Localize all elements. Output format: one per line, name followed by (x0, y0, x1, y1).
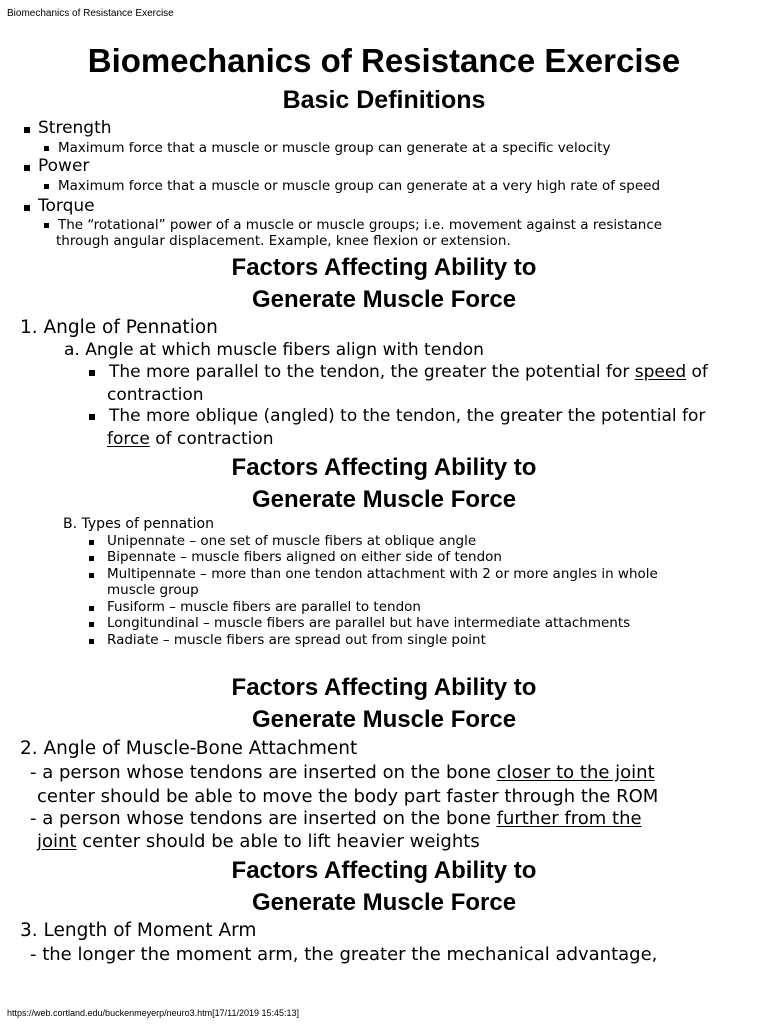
definition-torque-line2: through angular displacement. Example, knee flexion or extension. (56, 233, 511, 249)
factors-title-line2: Generate Muscle Force (251, 286, 517, 313)
underlined-force: force (107, 429, 150, 449)
footer-url: https://web.cortland.edu/buckenmeyerp/neuro3.htm[17/11/2019 15:45:13] (7, 1008, 300, 1018)
square-bullet-icon (44, 223, 49, 228)
factors-title-line2: Generate Muscle Force (251, 706, 517, 733)
bullet-parallel-line2: contraction (107, 385, 204, 405)
factors-title-line1: Factors Affecting Ability to (231, 857, 537, 884)
term-torque: Torque (38, 196, 95, 216)
bullet-oblique-line1: The more oblique (angled) to the tendon, the greater the potential for (109, 406, 706, 426)
square-bullet-icon (24, 205, 30, 211)
factors-title-line1: Factors Affecting Ability to (231, 454, 537, 481)
slide-subtitle: Basic Definitions (282, 86, 486, 114)
square-bullet-icon (89, 606, 94, 611)
square-bullet-icon (24, 165, 30, 171)
list-item: Unipennate – one set of muscle fibers at oblique angle (107, 533, 477, 549)
list-item: Multipennate – more than one tendon attachment with 2 or more angles in whole (107, 566, 658, 582)
body-line: joint center should be able to lift heavier weights (37, 831, 480, 852)
square-bullet-icon (24, 127, 30, 133)
underlined-speed: speed (634, 362, 687, 382)
body-line: - a person whose tendons are inserted on the bone closer to the joint (30, 762, 655, 783)
body-line: - the longer the moment arm, the greater the mechanical advantage, (30, 944, 658, 965)
square-bullet-icon (89, 414, 95, 420)
square-bullet-icon (44, 184, 49, 189)
definition-torque-line1: The “rotational” power of a muscle or muscle groups; i.e. movement against a resistance (58, 217, 663, 233)
section-heading-angle-of-pennation: 1. Angle of Pennation (20, 317, 218, 338)
section-heading-moment-arm: 3. Length of Moment Arm (20, 920, 257, 941)
section-heading-muscle-bone-attachment: 2. Angle of Muscle-Bone Attachment (20, 738, 358, 759)
square-bullet-icon (89, 573, 94, 578)
square-bullet-icon (89, 622, 94, 627)
subpoint-b: B. Types of pennation (63, 516, 214, 532)
factors-title-line2: Generate Muscle Force (251, 889, 517, 916)
square-bullet-icon (89, 556, 94, 561)
bullet-oblique-line2: force of contraction (107, 429, 274, 449)
definition-power: Maximum force that a muscle or muscle group can generate at a very high rate of speed (58, 178, 661, 194)
list-item: Longitundinal – muscle fibers are parallel but have intermediate attachments (107, 615, 631, 631)
list-item: Fusiform – muscle fibers are parallel to tendon (107, 599, 421, 615)
body-line: center should be able to move the body part faster through the ROM (37, 786, 659, 807)
list-item: Bipennate – muscle fibers aligned on either side of tendon (107, 549, 502, 565)
bullet-parallel-line1: The more parallel to the tendon, the greater the potential for speed of (109, 362, 708, 382)
factors-title-line1: Factors Affecting Ability to (231, 254, 537, 281)
subpoint-a: a. Angle at which muscle fibers align with tendon (64, 340, 484, 360)
underlined-closer-to-joint: closer to the joint (496, 762, 655, 783)
term-power: Power (38, 156, 90, 176)
list-item: Radiate – muscle fibers are spread out from single point (107, 632, 486, 648)
document-header-title: Biomechanics of Resistance Exercise (7, 8, 174, 19)
underlined-further-from: further from the (496, 808, 642, 829)
square-bullet-icon (89, 540, 94, 545)
factors-title-line2: Generate Muscle Force (251, 486, 517, 513)
definition-strength: Maximum force that a muscle or muscle group can generate at a specific velocity (58, 140, 611, 156)
slide-title: Biomechanics of Resistance Exercise (87, 42, 681, 79)
underlined-joint: joint (37, 831, 77, 852)
term-strength: Strength (38, 118, 112, 138)
square-bullet-icon (89, 639, 94, 644)
square-bullet-icon (89, 370, 95, 376)
list-item-continuation: muscle group (107, 582, 199, 598)
body-line: - a person whose tendons are inserted on the bone further from the (30, 808, 642, 829)
factors-title-line1: Factors Affecting Ability to (231, 674, 537, 701)
square-bullet-icon (44, 146, 49, 151)
